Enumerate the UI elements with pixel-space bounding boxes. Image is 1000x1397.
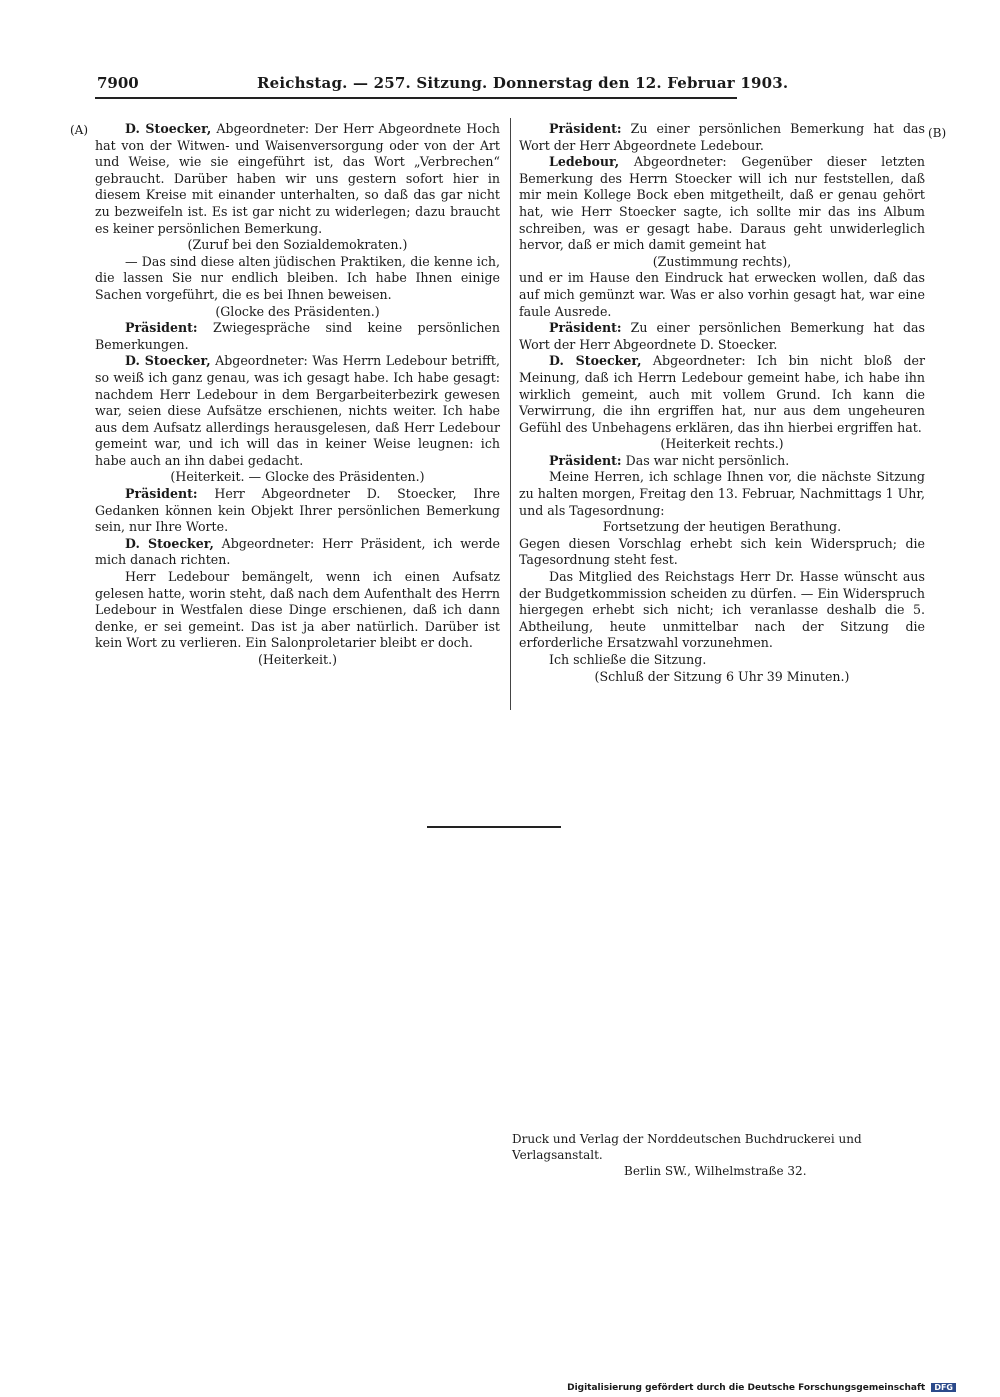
- paragraph-text: (Zuruf bei den Sozialdemokraten.): [187, 237, 408, 253]
- imprint-line-2: Berlin SW., Wilhelmstraße 32.: [624, 1164, 807, 1178]
- digitization-note: [567, 1383, 956, 1393]
- paragraph: [95, 121, 500, 237]
- paragraph-text: Fortsetzung der heutigen Berathung.: [602, 519, 842, 535]
- speaker-name: Präsident:: [549, 121, 622, 136]
- paragraph-text: Das Mitglied des Reichstags Herr Dr. Hasse wünscht aus der Budgetkommission scheiden zu dürfen. — Ein Widerspruch hiergegen erhebt sich nicht; ich veranlasse deshalb die 5. Abtheilung, heute unmittelbar nach der Sitzung die erforderliche Ersatzwahl vorzunehmen.: [519, 569, 925, 651]
- running-header: [95, 74, 789, 96]
- speaker-name: D. Stoecker,: [125, 121, 212, 136]
- paragraph-text: — Das sind diese alten jüdischen Praktiken, die kenne ich, die lassen Sie nur endlich bleiben. Ich habe Ihnen einige Sachen vorgeführt, die es bei Ihnen beweisen.: [95, 253, 500, 302]
- paragraph-text: Ich schließe die Sitzung.: [549, 652, 707, 667]
- paragraph-text: Abgeordneter: Ich bin nicht bloß der Meinung, daß ich Herrn Ledebour gemeint habe, ich habe ihn wirklich gemeint, auch mit vollem Grund. Ich kann die Verwirrung, die ihn ergriffen hat, nur aus dem ungeheuren Gefühl des Unbehagens erklären, das ihn hierbei ergriffen hat.: [519, 353, 925, 435]
- page-number: 7900: [97, 74, 139, 92]
- paragraph-text: Herr Ledebour bemängelt, wenn ich einen Aufsatz gelesen hatte, worin steht, daß nach dem Aufenthalt des Herrn Ledebour in Westfalen diese Dinge erschienen, daß ich dann denke, er sei gemeint. Das ist ja aber natürlich. Darüber ist kein Wort zu verlieren. Ein Salonproletarier bleibt er doch.: [95, 569, 500, 651]
- paragraph: [95, 569, 500, 652]
- speaker-name: Präsident:: [549, 452, 622, 468]
- digitization-text: Digitalisierung gefördert durch die Deutsche Forschungsgemeinschaft: [567, 1383, 926, 1393]
- speaker-name: D. Stoecker,: [125, 353, 211, 369]
- stage-direction: [95, 652, 500, 669]
- speaker-name: Präsident:: [125, 486, 198, 502]
- paragraph-text: (Heiterkeit.): [258, 652, 337, 667]
- stage-direction: [519, 254, 925, 271]
- paragraph: [519, 569, 925, 652]
- paragraph-text: und er im Hause den Eindruck hat erwecken wollen, daß das auf mich gemünzt war. Was er also vorhin gesagt hat, war eine faule Ausrede.: [519, 270, 925, 319]
- speaker-name: Ledebour,: [549, 154, 620, 170]
- stage-direction: [95, 304, 500, 321]
- header-rule: [95, 97, 737, 99]
- stage-direction: [95, 469, 500, 486]
- end-rule: [427, 826, 561, 828]
- paragraph: [519, 536, 925, 569]
- paragraph-text: Zu einer persönlichen Bemerkung hat das Wort der Herr Abgeordnete Ledebour.: [519, 121, 925, 153]
- paragraph: [519, 453, 925, 470]
- left-column: [95, 121, 500, 669]
- running-title: Reichstag. — 257. Sitzung. Donnerstag den 12. Februar 1903.: [257, 74, 789, 92]
- paragraph: [95, 320, 500, 353]
- speaker-name: D. Stoecker,: [549, 353, 642, 369]
- paragraph-text: Zu einer persönlichen Bemerkung hat das Wort der Herr Abgeordnete D. Stoecker.: [519, 320, 925, 352]
- speaker-name: D. Stoecker,: [125, 535, 214, 551]
- paragraph-text: Abgeordneter: Herr Präsident, ich werde mich danach richten.: [95, 535, 500, 568]
- paragraph-text: Das war nicht persönlich.: [621, 452, 790, 468]
- paragraph-text: (Heiterkeit rechts.): [660, 436, 784, 452]
- margin-mark-b: (B): [928, 126, 947, 140]
- paragraph: [95, 353, 500, 469]
- column-divider: [510, 118, 511, 710]
- stage-direction: [519, 436, 925, 453]
- paragraph-text: Herr Abgeordneter D. Stoecker, Ihre Gedanken können kein Objekt Ihrer persönlichen Bemerkung sein, nur Ihre Worte.: [95, 486, 500, 535]
- stage-direction: [519, 669, 925, 686]
- paragraph: [519, 154, 925, 254]
- paragraph: [95, 254, 500, 304]
- paragraph-text: (Zustimmung rechts),: [652, 253, 792, 269]
- paragraph-text: (Glocke des Präsidenten.): [215, 303, 380, 319]
- stage-direction: [95, 237, 500, 254]
- paragraph-text: Abgeordneter: Gegenüber dieser letzten Bemerkung des Herrn Stoecker will ich nur feststellen, daß mir mein Kollege Bock eben mitgetheilt, daß er genau gehört hat, wie Herr Stoecker sagte, ich sollte mir das ins Album schreiben, was er gesagt habe. Daraus geht unwiderleglich hervor, daß er mich damit gemeint hat: [519, 154, 925, 253]
- dfg-logo-icon: DFG: [931, 1383, 956, 1392]
- paragraph: [95, 536, 500, 569]
- paragraph: [95, 486, 500, 536]
- paragraph-text: Gegen diesen Vorschlag erhebt sich kein Widerspruch; die Tagesordnung steht fest.: [519, 535, 925, 568]
- paragraph: [519, 121, 925, 154]
- paragraph-text: (Schluß der Sitzung 6 Uhr 39 Minuten.): [594, 668, 850, 684]
- paragraph: [519, 652, 925, 669]
- paragraph-text: Abgeordneter: Der Herr Abgeordnete Hoch hat von der Witwen- und Waisenversorgung oder von der Art und Weise, wie sie eingeführt ist, das Wort „Verbrechen“ gebraucht. Darüber haben wir uns gestern sofort hier in diesem Kreise mit einander unterhalten, so daß das gar nicht zu bezweifeln ist. Es ist gar nicht zu widerlegen; dazu braucht es keiner persönlichen Bemerkung.: [95, 121, 500, 236]
- paragraph-text: (Heiterkeit. — Glocke des Präsidenten.): [170, 469, 425, 485]
- right-column: [519, 121, 925, 685]
- paragraph-text: Abgeordneter: Was Herrn Ledebour betrifft, so weiß ich ganz genau, was ich gesagt habe. Ich habe gesagt: nachdem Herr Ledebour in dem Bergarbeiterbezirk gewesen war, seien diese Aufsätze erschienen, nichts weiter. Ich habe aus dem Aufsatz allerdings herausgelesen, daß Herr Ledebour gemeint war, und ich will das in keiner Weise leugnen: ich habe auch an ihn dabei gedacht.: [95, 353, 500, 468]
- paragraph: [519, 320, 925, 353]
- margin-mark-a: (A): [70, 123, 89, 137]
- paragraph: [519, 353, 925, 436]
- paragraph-text: Zwiegespräche sind keine persönlichen Bemerkungen.: [95, 320, 500, 352]
- paragraph-text: Meine Herren, ich schlage Ihnen vor, die nächste Sitzung zu halten morgen, Freitag den 13. Februar, Nachmittags 1 Uhr, und als Tagesordnung:: [519, 469, 925, 518]
- speaker-name: Präsident:: [549, 320, 622, 336]
- speaker-name: Präsident:: [125, 320, 198, 336]
- paragraph: [519, 270, 925, 320]
- imprint: [512, 1131, 930, 1179]
- paragraph: [519, 469, 925, 519]
- imprint-line-1: Druck und Verlag der Norddeutschen Buchdruckerei und Verlagsanstalt.: [512, 1132, 862, 1162]
- stage-direction: [519, 519, 925, 536]
